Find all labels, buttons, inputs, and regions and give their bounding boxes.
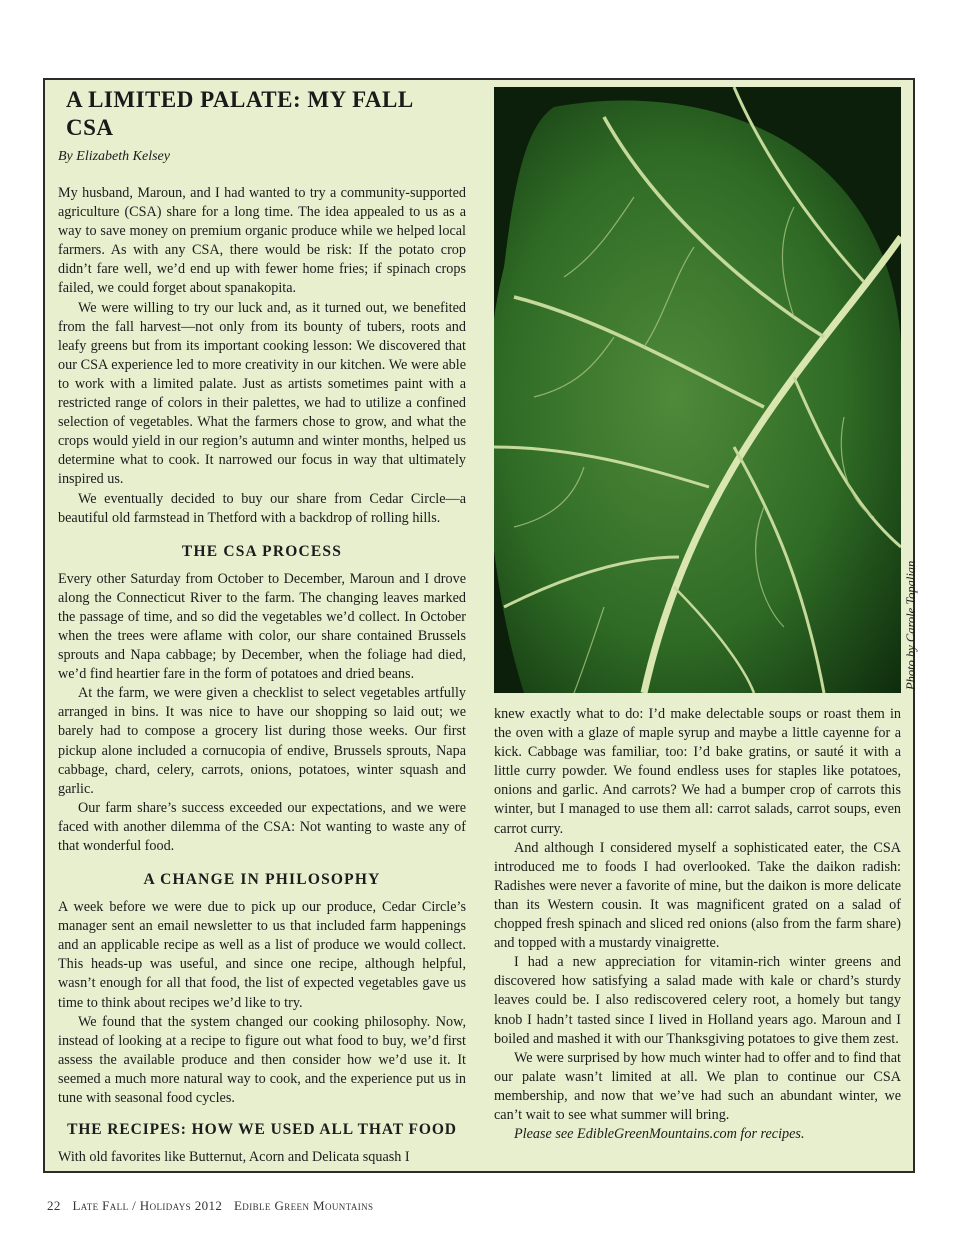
recipes-paragraph-3: I had a new appreciation for vitamin-rich winter greens and discovered how satisfying a salad made with kale or chard’s sturdy leaves could be. I also rediscovered celery root, a homely but tangy knob I hadn’t tasted since I lived in Holland years ago. Maroun and I boiled and mashed it with our Thanksgiving potatoes to give them zest. <box>494 954 901 1047</box>
philosophy-paragraph-1: A week before we were due to pick up our produce, Cedar Circle’s manager sent an email newsletter to us that included farm happenings and an applicable recipe as well as a list of produce we would collect. This heads-up was useful, and since one recipe, although helpful, wasn’t enough for all that food, the list of expected vegetables gave us time to think about recipes we’d like to try. <box>58 899 466 1011</box>
left-column <box>58 86 466 1167</box>
collard-leaf-image <box>494 87 901 693</box>
section-heading-csa-process: THE CSA PROCESS <box>181 542 343 560</box>
page-footer <box>47 1198 381 1214</box>
recipes-paragraph-4: We were surprised by how much winter had to offer and to find that our palate wasn’t limited at all. We plan to continue our CSA membership, and now that we’ve had such an abundant winter, we can’t wait to see what summer will bring. <box>494 1049 901 1123</box>
csa-process-paragraph-3: Our farm share’s success exceeded our expectations, and we were faced with another dilemma of the CSA: Not wanting to waste any of that wonderful food. <box>58 799 466 854</box>
page-number: 22 <box>47 1198 61 1213</box>
issue-label: Late Fall / Holidays 2012 <box>72 1198 223 1213</box>
magazine-name: Edible Green Mountains <box>233 1198 374 1213</box>
section-heading-recipes: THE RECIPES: HOW WE USED ALL THAT FOOD <box>67 1121 457 1139</box>
section-heading-philosophy: A CHANGE IN PHILOSOPHY <box>143 871 381 889</box>
recipes-paragraph-1: knew exactly what to do: I’d make delectable soups or roast them in the oven with a glaze of maple syrup and maybe a little cayenne for a kick. Cabbage was familiar, too: I’d bake gratins, or sauté it with a little curry powder. We found endless uses for staples like potatoes, onions and garlic. And carrots? We had a bumper crop of carrots this winter, but I managed to use them all: carrot salads, carrot soups, even carrot curry. <box>494 706 901 837</box>
recipes-paragraph-start: With old favorites like Butternut, Acorn and Delicata squash I <box>58 1149 410 1166</box>
leaf-photo <box>494 87 901 693</box>
csa-process-paragraph-2: At the farm, we were given a checklist to select vegetables artfully arranged in bins. It was nice to have our shopping so laid out; we barely had to compose a grocery list during those weeks. Our first pickup alone included a cornucopia of endive, Brussels sprouts, Napa cabbage, chard, celery, carrots, onions, potatoes, winter squash and garlic. <box>58 685 466 797</box>
intro-paragraph-3: We eventually decided to buy our share from Cedar Circle—a beautiful old farmstead in Thetford with a backdrop of rolling hills. <box>58 490 466 526</box>
intro-paragraph-1: My husband, Maroun, and I had wanted to try a community-supported agriculture (CSA) share for a long time. The idea appealed to us as a way to save money on premium organic produce while we helped local farmers. As with any CSA, there would be risk: If the potato crop didn’t fare well, we’d end up with fewer home fries; if spinach crops failed, we could forget about spanakopita. <box>58 185 466 297</box>
recipes-paragraph-2: And although I considered myself a sophisticated eater, the CSA introduced me to foods I had overlooked. Take the daikon radish: Radishes were never a favorite of mine, but the daikon is more delicate than its Western cousin. It was magnificent grated on a salad of chopped fresh spinach and sliced red onions (also from the farm share) and topped with a mustardy vinaigrette. <box>494 839 901 952</box>
right-column <box>494 705 901 1144</box>
intro-paragraph-2: We were willing to try our luck and, as it turned out, we benefited from the fall harvest—not only from its bounty of tubers, roots and leafy greens but from its important cooking lesson: We discovered that our CSA experience led to more creativity in our kitchen. We were able to work with a limited palate. Just as artists sometimes paint with a restricted range of colors in their palettes, we had to utilize a confined selection of vegetables. What the farmers chose to grow, and what the crops would yield in our region’s autumn and winter months, helped us determine what to cook. It narrowed our focus in way that ultimately inspired us. <box>58 299 466 488</box>
philosophy-paragraph-2: We found that the system changed our cooking philosophy. Now, instead of looking at a recipe to figure out what food to buy, we’d first assess the available produce and then consider how we’d use it. It seemed a much more natural way to cook, and the experience put us in tune with seasonal food cycles. <box>58 1013 466 1107</box>
photo-credit: Photo by Carole Topalian <box>904 560 918 690</box>
article-title: A LIMITED PALATE: MY FALL CSA <box>66 87 413 140</box>
csa-process-paragraph-1: Every other Saturday from October to December, Maroun and I drove along the Connecticut River to the farm. The changing leaves marked the passage of time, and so did the vegetables we’d collect. In October when the trees were aflame with color, our share contained Brussels sprouts and Napa cabbage; by December, when the foliage had died, we’d find heartier fare in the form of potatoes and dried beans. <box>58 570 466 683</box>
recipe-reference: Please see EdibleGreenMountains.com for recipes. <box>514 1126 805 1143</box>
byline: By Elizabeth Kelsey <box>58 149 170 164</box>
